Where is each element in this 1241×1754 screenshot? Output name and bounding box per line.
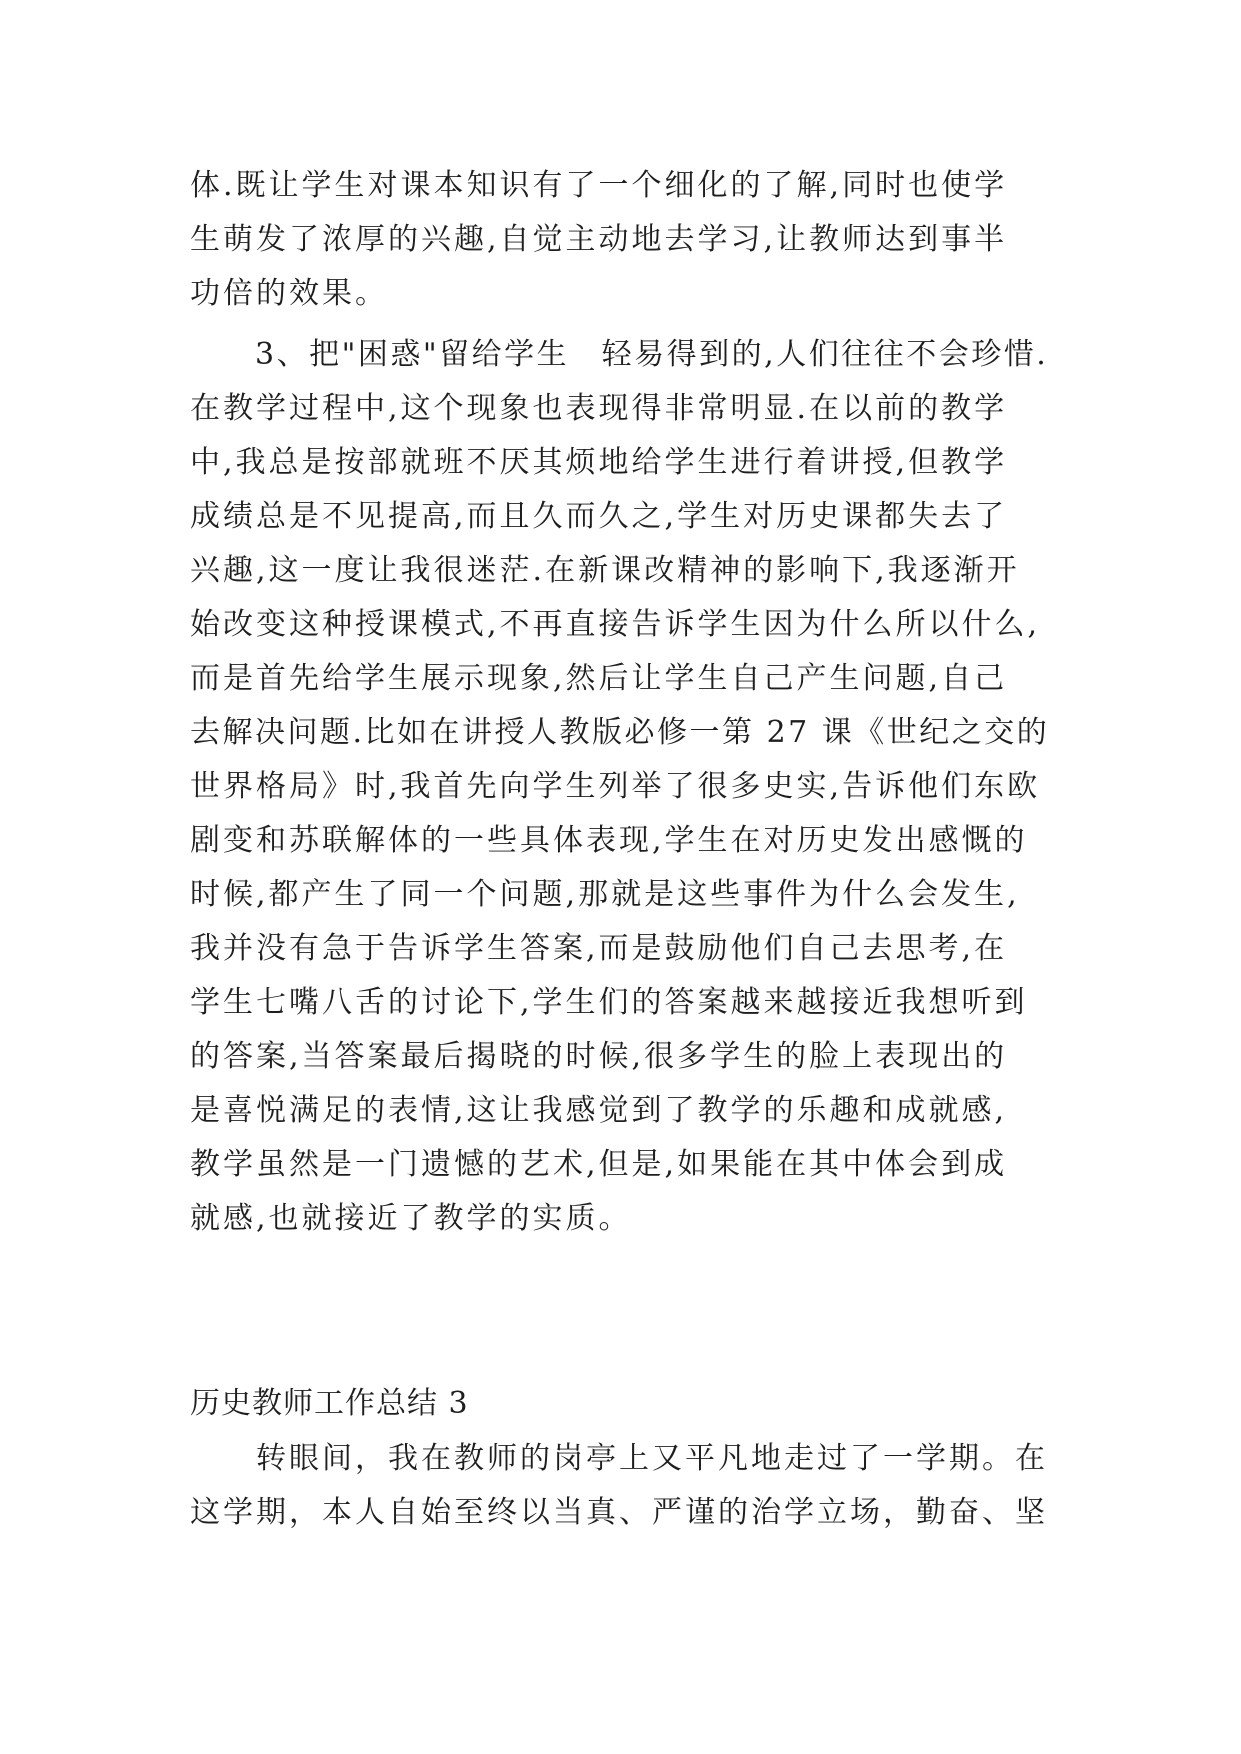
text-line: 我并没有急于告诉学生答案,而是鼓励他们自己去思考,在 (190, 931, 1008, 966)
text-line: 世界格局》时,我首先向学生列举了很多史实,告诉他们东欧 (190, 769, 1041, 804)
text-line: 是喜悦满足的表情,这让我感觉到了教学的乐趣和成就感, (190, 1093, 1008, 1128)
text-line: 中,我总是按部就班不厌其烦地给学生进行着讲授,但教学 (190, 445, 1008, 480)
paragraph-2 (190, 328, 1060, 1246)
paragraph-1 (190, 159, 1060, 321)
text-line: 这学期，本人自始至终以当真、严谨的治学立场，勤奋、坚 (190, 1495, 1048, 1530)
paragraph-3 (190, 1432, 1060, 1540)
text-line: 成绩总是不见提高,而且久而久之,学生对历史课都失去了 (190, 499, 1008, 534)
text-line: 在教学过程中,这个现象也表现得非常明显.在以前的教学 (190, 391, 1008, 426)
text-line: 的答案,当答案最后揭晓的时候,很多学生的脸上表现出的 (190, 1039, 1008, 1074)
text-line: 功倍的效果。 (190, 276, 388, 311)
text-line: 教学虽然是一门遗憾的艺术,但是,如果能在其中体会到成 (190, 1147, 1008, 1182)
text-line: 转眼间，我在教师的岗亭上又平凡地走过了一学期。在 (190, 1441, 1048, 1476)
text-line: 体.既让学生对课本知识有了一个细化的了解,同时也使学 (190, 168, 1008, 203)
text-line: 而是首先给学生展示现象,然后让学生自己产生问题,自己 (190, 661, 1008, 696)
text-line: 3、把"困惑"留给学生 轻易得到的,人们往往不会珍惜. (190, 337, 1049, 372)
text-line: 始改变这种授课模式,不再直接告诉学生因为什么所以什么, (190, 607, 1041, 642)
text-line: 剧变和苏联解体的一些具体表现,学生在对历史发出感慨的 (190, 823, 1028, 858)
text-line: 兴趣,这一度让我很迷茫.在新课改精神的影响下,我逐渐开 (190, 553, 1020, 588)
text-line: 去解决问题.比如在讲授人教版必修一第 27 课《世纪之交的 (190, 715, 1050, 750)
text-line: 学生七嘴八舌的讨论下,学生们的答案越来越接近我想听到 (190, 985, 1028, 1020)
section-heading: 历史教师工作总结 3 (190, 1386, 469, 1421)
text-line: 就感,也就接近了教学的实质。 (190, 1201, 632, 1236)
text-line: 生萌发了浓厚的兴趣,自觉主动地去学习,让教师达到事半 (190, 222, 1008, 257)
text-line: 时候,都产生了同一个问题,那就是这些事件为什么会发生, (190, 877, 1020, 912)
